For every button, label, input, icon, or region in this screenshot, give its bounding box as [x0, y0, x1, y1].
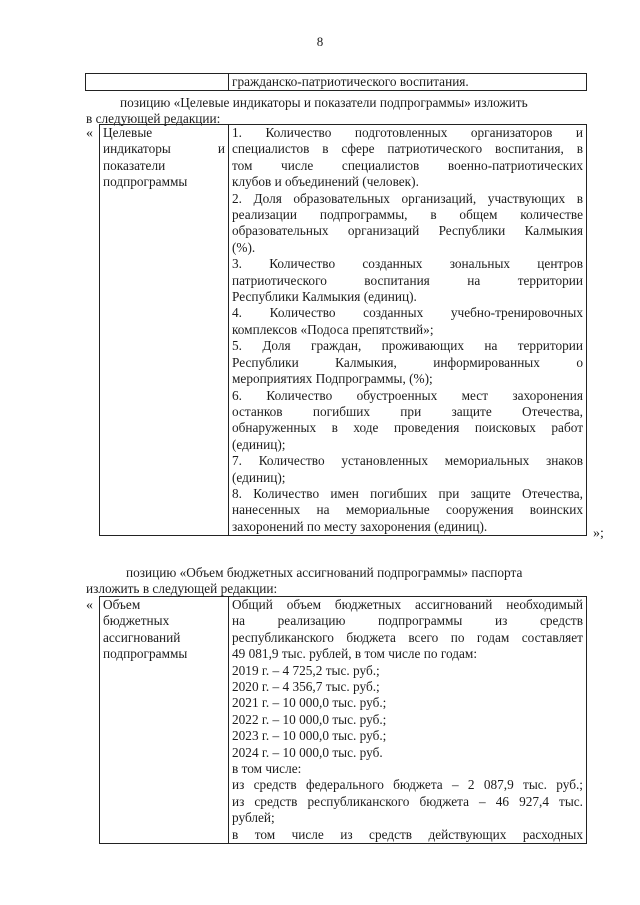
- content-line: комплексов «Подоса препятствий»;: [232, 321, 434, 337]
- content-line: из средств федерального бюджета – 2 087,9 тыс. руб.;: [232, 777, 583, 793]
- continuation-cell: гражданско-патриотического воспитания.: [229, 74, 587, 91]
- indicators-content-cell: [229, 125, 587, 536]
- content-line: из средств республиканского бюджета – 46 927,4 тыс.: [232, 793, 583, 809]
- closing-quote: »;: [593, 526, 604, 541]
- content-line: Республики Калмыкия (единиц).: [232, 289, 417, 305]
- content-line: 1. Количество подготовленных организаторов и: [232, 125, 583, 140]
- content-line: мероприятиях Подпрограммы, (%);: [232, 371, 433, 387]
- content-line: образовательных организаций Республики Калмыкия: [232, 223, 583, 239]
- budget-table: [99, 596, 587, 844]
- content-line: 6. Количество обустроенных мест захоронения: [232, 387, 583, 403]
- content-line: (единиц);: [232, 469, 286, 485]
- content-line: на реализацию подпрограммы из средств: [232, 613, 583, 629]
- content-line: обнаруженных в ходе проведения поисковых работ: [232, 420, 583, 436]
- label-line: Целевые: [103, 125, 153, 140]
- content-line: специалистов в сфере патриотического воспитания, в: [232, 141, 583, 157]
- content-line: патриотического воспитания на территории: [232, 272, 583, 288]
- content-line: рублей;: [232, 810, 275, 826]
- content-line: (единиц);: [232, 436, 286, 452]
- content-line: 2020 г. – 4 356,7 тыс. руб.;: [232, 679, 380, 695]
- previous-table-row: [85, 73, 587, 91]
- content-line: 2023 г. – 10 000,0 тыс. руб.;: [232, 728, 387, 744]
- label-line: подпрограммы: [103, 646, 188, 662]
- content-line: 5. Доля граждан, проживающих на территории: [232, 338, 583, 354]
- content-line: в том числе:: [232, 761, 302, 777]
- indicators-label-cell: [100, 125, 229, 536]
- label-line: индикаторы и: [103, 141, 225, 157]
- label-line: Объем: [103, 597, 141, 612]
- content-line: реализации подпрограммы, в общем количестве: [232, 207, 583, 223]
- content-line: 2024 г. – 10 000,0 тыс. руб.: [232, 744, 383, 760]
- instruction-text-2b: изложить в следующей редакции:: [86, 581, 278, 596]
- instruction-text-1: позицию «Целевые индикаторы и показатели подпрограммы» изложить: [120, 95, 528, 110]
- content-line: республиканского бюджета всего по годам составляет: [232, 629, 583, 645]
- content-line: Общий объем бюджетных ассигнований необходимый: [232, 597, 583, 612]
- label-line: показатели: [103, 157, 166, 173]
- label-line: бюджетных: [103, 613, 170, 629]
- budget-label-cell: [100, 597, 229, 844]
- content-line: 2. Доля образовательных организаций, участвующих в: [232, 190, 583, 206]
- content-line: 4. Количество созданных учебно-тренировочных: [232, 305, 583, 321]
- content-line: в том числе из средств действующих расходных: [232, 826, 583, 842]
- content-line: Республики Калмыкия, информированных о: [232, 354, 583, 370]
- content-line: 2019 г. – 4 725,2 тыс. руб.;: [232, 662, 380, 678]
- content-line: останков погибших при защите Отечества,: [232, 403, 583, 419]
- content-line: 49 081,9 тыс. рублей, в том числе по годам:: [232, 646, 478, 662]
- content-line: 3. Количество созданных зональных центров: [232, 256, 583, 272]
- content-line: (%).: [232, 239, 256, 255]
- label-line: подпрограммы: [103, 174, 188, 190]
- label-line: ассигнований: [103, 629, 181, 645]
- instruction-text-1b: в следующей редакции:: [86, 111, 221, 126]
- indicators-table: [99, 124, 587, 536]
- content-line: 2022 г. – 10 000,0 тыс. руб.;: [232, 711, 387, 727]
- instruction-text-2: позицию «Объем бюджетных ассигнований подпрограммы» паспорта: [126, 565, 523, 580]
- page-number: 8: [316, 34, 324, 49]
- content-line: захоронений по месту захоронения (единиц).: [232, 518, 488, 534]
- content-line: 7. Количество установленных мемориальных знаков: [232, 453, 583, 469]
- opening-quote-2: «: [86, 598, 93, 613]
- empty-cell: [86, 74, 229, 91]
- budget-content-cell: [229, 597, 587, 844]
- content-line: нанесенных на мемориальные сооружения воинских: [232, 502, 583, 518]
- content-line: 8. Количество имен погибших при защите Отечества,: [232, 485, 583, 501]
- opening-quote: «: [86, 126, 93, 141]
- content-line: 2021 г. – 10 000,0 тыс. руб.;: [232, 695, 387, 711]
- content-line: клубов и объединений (человек).: [232, 174, 419, 190]
- content-line: том числе специалистов военно-патриотических: [232, 157, 583, 173]
